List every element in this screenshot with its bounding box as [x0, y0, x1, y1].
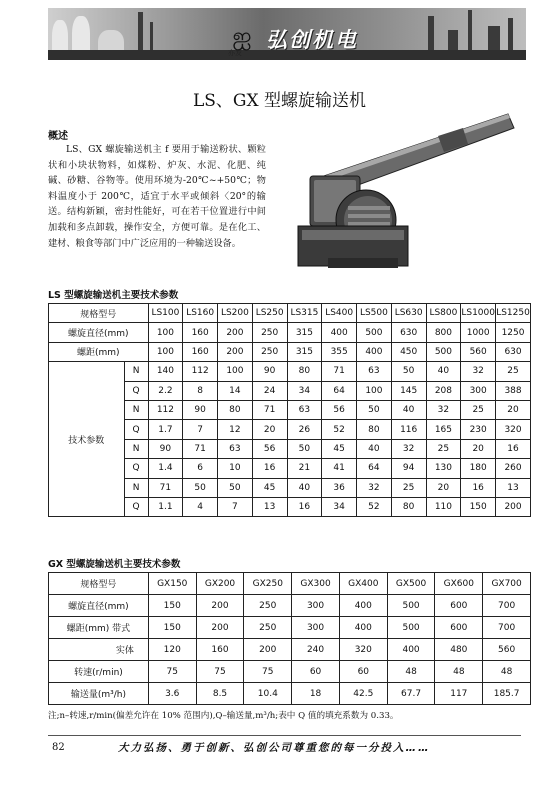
- ls-model-cell: LS400: [322, 304, 357, 323]
- gx-model-cell: GX250: [244, 573, 292, 595]
- ls-tech-cell: 25: [391, 478, 426, 497]
- ls-tech-cell: 40: [357, 439, 392, 458]
- ls-table-title: LS 型螺旋输送机主要技术参数: [48, 290, 179, 301]
- ls-tech-key: Q: [124, 459, 148, 478]
- gx-pitch-belt-cell: 600: [435, 617, 483, 639]
- ls-tech-cell: 7: [183, 420, 218, 439]
- ls-tech-cell: 56: [322, 400, 357, 419]
- ls-tech-cell: 50: [391, 362, 426, 381]
- gx-speed-cell: 60: [292, 661, 340, 683]
- ls-tech-cell: 145: [391, 381, 426, 400]
- ls-tech-cell: 80: [357, 420, 392, 439]
- ls-tech-cell: 50: [183, 478, 218, 497]
- ls-tech-cell: 24: [252, 381, 287, 400]
- ls-tech-cell: 52: [357, 497, 392, 516]
- ls-tech-cell: 112: [148, 400, 183, 419]
- ls-tech-cell: 13: [252, 497, 287, 516]
- ls-tech-cell: 1.7: [148, 420, 183, 439]
- table-row: [49, 304, 531, 323]
- ls-tech-cell: 16: [252, 459, 287, 478]
- ls-tech-cell: 208: [426, 381, 461, 400]
- ls-tech-key: N: [124, 400, 148, 419]
- gx-speed-cell: 75: [196, 661, 244, 683]
- ls-tech-cell: 63: [218, 439, 253, 458]
- gx-flow-cell: 10.4: [244, 683, 292, 705]
- ls-tech-cell: 14: [218, 381, 253, 400]
- ls-diameter-label: 螺旋直径(mm): [49, 323, 149, 342]
- ls-tech-cell: 16: [287, 497, 322, 516]
- ls-pitch-cell: 100: [148, 342, 183, 361]
- gx-speed-cell: 48: [387, 661, 435, 683]
- ls-pitch-cell: 630: [496, 342, 531, 361]
- ls-model-cell: LS1000: [461, 304, 496, 323]
- ls-tech-key: Q: [124, 381, 148, 400]
- ls-pitch-cell: 500: [426, 342, 461, 361]
- table-row: [49, 595, 531, 617]
- brand-name: 弘创机电: [266, 28, 358, 52]
- gx-model-label: 规格型号: [49, 573, 149, 595]
- ls-tech-cell: 71: [148, 478, 183, 497]
- brand-sub-text: 亦发: [228, 49, 242, 57]
- ls-model-label: 规格型号: [49, 304, 149, 323]
- ls-tech-cell: 16: [461, 478, 496, 497]
- ls-pitch-cell: 560: [461, 342, 496, 361]
- ls-tech-cell: 300: [461, 381, 496, 400]
- gx-pitch-solid-cell: 240: [292, 639, 340, 661]
- ls-pitch-cell: 200: [218, 342, 253, 361]
- gx-pitch-solid-cell: 560: [483, 639, 531, 661]
- ls-tech-cell: 71: [183, 439, 218, 458]
- ls-tech-key: Q: [124, 497, 148, 516]
- ls-tech-cell: 32: [357, 478, 392, 497]
- ls-diameter-cell: 200: [218, 323, 253, 342]
- ls-diameter-cell: 315: [287, 323, 322, 342]
- ls-tech-cell: 63: [287, 400, 322, 419]
- table-row: [49, 639, 531, 661]
- gx-pitch-belt-cell: 500: [387, 617, 435, 639]
- ls-tech-cell: 4: [183, 497, 218, 516]
- ls-tech-cell: 230: [461, 420, 496, 439]
- gx-flow-cell: 67.7: [387, 683, 435, 705]
- ls-tech-cell: 2.2: [148, 381, 183, 400]
- gx-flow-cell: 117: [435, 683, 483, 705]
- gx-flow-cell: 8.5: [196, 683, 244, 705]
- gx-model-cell: GX300: [292, 573, 340, 595]
- ls-diameter-cell: 1000: [461, 323, 496, 342]
- ls-tech-cell: 20: [252, 420, 287, 439]
- gx-flow-cell: 18: [292, 683, 340, 705]
- ls-pitch-cell: 160: [183, 342, 218, 361]
- ls-tech-cell: 320: [496, 420, 531, 439]
- ls-tech-cell: 16: [496, 439, 531, 458]
- ls-tech-cell: 100: [218, 362, 253, 381]
- gx-pitch-solid-cell: 480: [435, 639, 483, 661]
- ls-model-cell: LS315: [287, 304, 322, 323]
- ls-tech-cell: 20: [461, 439, 496, 458]
- ls-tech-cell: 165: [426, 420, 461, 439]
- ls-model-cell: LS630: [391, 304, 426, 323]
- gx-speed-label: 转速(r/min): [49, 661, 149, 683]
- brand-block: [224, 22, 414, 58]
- ls-tech-cell: 34: [287, 381, 322, 400]
- gx-diameter-cell: 150: [148, 595, 196, 617]
- table-row: [49, 683, 531, 705]
- header-banner: [48, 8, 526, 60]
- gx-diameter-cell: 700: [483, 595, 531, 617]
- gx-model-cell: GX500: [387, 573, 435, 595]
- ls-tech-cell: 150: [461, 497, 496, 516]
- page-title: LS、GX 型螺旋输送机: [192, 91, 367, 111]
- gx-pitch-belt-cell: 150: [148, 617, 196, 639]
- gx-model-cell: GX150: [148, 573, 196, 595]
- ls-model-cell: LS800: [426, 304, 461, 323]
- ls-tech-key: N: [124, 478, 148, 497]
- ls-tech-cell: 180: [461, 459, 496, 478]
- ls-tech-cell: 388: [496, 381, 531, 400]
- ls-model-cell: LS160: [183, 304, 218, 323]
- ls-tech-cell: 1.1: [148, 497, 183, 516]
- ls-tech-cell: 64: [357, 459, 392, 478]
- table-row: [49, 342, 531, 361]
- ls-tech-cell: 13: [496, 478, 531, 497]
- gx-speed-cell: 48: [435, 661, 483, 683]
- gx-flow-cell: 42.5: [339, 683, 387, 705]
- ls-tech-cell: 6: [183, 459, 218, 478]
- footer-divider: [48, 735, 521, 736]
- gx-pitch-belt-cell: 300: [292, 617, 340, 639]
- ls-tech-cell: 52: [322, 420, 357, 439]
- ls-tech-cell: 116: [391, 420, 426, 439]
- gx-pitch-belt-cell: 400: [339, 617, 387, 639]
- gx-model-cell: GX200: [196, 573, 244, 595]
- gx-speed-cell: 48: [483, 661, 531, 683]
- brand-logo-icon: ஐ: [232, 22, 252, 50]
- ls-tech-cell: 25: [461, 400, 496, 419]
- ls-model-cell: LS100: [148, 304, 183, 323]
- ls-tech-cell: 26: [287, 420, 322, 439]
- ls-pitch-label: 螺距(mm): [49, 342, 149, 361]
- gx-pitch-solid-cell: 400: [387, 639, 435, 661]
- ls-tech-cell: 32: [426, 400, 461, 419]
- ls-tech-cell: 80: [287, 362, 322, 381]
- gx-pitch-belt-label: 螺距(mm) 带式: [49, 617, 149, 639]
- gx-pitch-solid-cell: 120: [148, 639, 196, 661]
- screw-conveyor-photo: [288, 108, 518, 280]
- ls-tech-key: N: [124, 362, 148, 381]
- ls-tech-cell: 56: [252, 439, 287, 458]
- ls-model-cell: LS500: [357, 304, 392, 323]
- ls-tech-cell: 71: [252, 400, 287, 419]
- ls-pitch-cell: 355: [322, 342, 357, 361]
- ls-tech-cell: 110: [426, 497, 461, 516]
- ls-tech-cell: 40: [287, 478, 322, 497]
- gx-pitch-belt-cell: 200: [196, 617, 244, 639]
- ls-tech-cell: 90: [252, 362, 287, 381]
- gx-diameter-cell: 300: [292, 595, 340, 617]
- ls-tech-cell: 50: [218, 478, 253, 497]
- ls-tech-cell: 94: [391, 459, 426, 478]
- ls-model-cell: LS250: [252, 304, 287, 323]
- gx-pitch-solid-cell: 160: [196, 639, 244, 661]
- ls-tech-cell: 32: [391, 439, 426, 458]
- ls-tech-cell: 32: [461, 362, 496, 381]
- ls-pitch-cell: 450: [391, 342, 426, 361]
- ls-tech-cell: 80: [391, 497, 426, 516]
- ls-diameter-cell: 630: [391, 323, 426, 342]
- ls-pitch-cell: 315: [287, 342, 322, 361]
- footer-slogan: 大力弘扬、勇于创新、弘创公司尊重您的每一分投入……: [118, 742, 431, 754]
- table-row: [49, 661, 531, 683]
- gx-diameter-cell: 400: [339, 595, 387, 617]
- ls-tech-cell: 40: [426, 362, 461, 381]
- gx-pitch-solid-cell: 200: [244, 639, 292, 661]
- ls-model-cell: LS1250: [496, 304, 531, 323]
- table-row: [49, 323, 531, 342]
- ls-tech-cell: 45: [322, 439, 357, 458]
- gx-model-cell: GX600: [435, 573, 483, 595]
- ls-tech-cell: 200: [496, 497, 531, 516]
- table-row: [49, 617, 531, 639]
- ls-tech-cell: 100: [357, 381, 392, 400]
- table-note: 注;n–转速,r/min(偏差允许在 10% 范围内),Q–输送量,m³/h;表中 Q 值的填充系数为 0.33。: [48, 711, 399, 721]
- gx-speed-cell: 75: [244, 661, 292, 683]
- ls-tech-cell: 112: [183, 362, 218, 381]
- ls-tech-key: N: [124, 439, 148, 458]
- gx-diameter-cell: 600: [435, 595, 483, 617]
- gx-flow-cell: 3.6: [148, 683, 196, 705]
- ls-diameter-cell: 250: [252, 323, 287, 342]
- ls-tech-cell: 90: [148, 439, 183, 458]
- ls-tech-cell: 50: [287, 439, 322, 458]
- ls-tech-cell: 130: [426, 459, 461, 478]
- gx-pitch-solid-cell: 320: [339, 639, 387, 661]
- ls-tech-cell: 7: [218, 497, 253, 516]
- ls-tech-cell: 20: [496, 400, 531, 419]
- ls-tech-cell: 20: [426, 478, 461, 497]
- ls-diameter-cell: 160: [183, 323, 218, 342]
- gx-speed-cell: 75: [148, 661, 196, 683]
- ls-diameter-cell: 500: [357, 323, 392, 342]
- ls-diameter-cell: 800: [426, 323, 461, 342]
- gx-diameter-cell: 200: [196, 595, 244, 617]
- gx-speed-cell: 60: [339, 661, 387, 683]
- ls-pitch-cell: 400: [357, 342, 392, 361]
- ls-tech-cell: 45: [252, 478, 287, 497]
- gx-diameter-label: 螺旋直径(mm): [49, 595, 149, 617]
- page-number: 82: [52, 742, 65, 753]
- ls-tech-cell: 10: [218, 459, 253, 478]
- ls-tech-cell: 40: [391, 400, 426, 419]
- gx-diameter-cell: 500: [387, 595, 435, 617]
- ls-tech-cell: 80: [218, 400, 253, 419]
- ls-tech-cell: 90: [183, 400, 218, 419]
- overview-text: LS、GX 螺旋输送机主 f 要用于输送粉状、颗粒状和小块状物料，如煤粉、炉灰、水泥、化肥、纯碱、砂糖、谷物等。使用环境为-20℃~+50℃；物料温度小于 200℃，适宜于水平或倾斜〈20°的输送。结构新颖，密封性能好，可在若干位置进行中间加载和多点卸载，操作安全，方便可靠。是在化工、建材、粮食等部门中广泛应用的一种输送设备。: [48, 144, 266, 249]
- gx-table-title: GX 型螺旋输送机主要技术参数: [48, 559, 181, 570]
- gx-model-cell: GX400: [339, 573, 387, 595]
- ls-tech-cell: 71: [322, 362, 357, 381]
- ls-pitch-cell: 250: [252, 342, 287, 361]
- gx-pitch-belt-cell: 700: [483, 617, 531, 639]
- ls-tech-cell: 1.4: [148, 459, 183, 478]
- gx-model-cell: GX700: [483, 573, 531, 595]
- ls-tech-cell: 12: [218, 420, 253, 439]
- ls-tech-cell: 41: [322, 459, 357, 478]
- table-row: [49, 362, 531, 381]
- ls-tech-cell: 34: [322, 497, 357, 516]
- gx-pitch-solid-label: 实体: [49, 639, 149, 661]
- ls-tech-key: Q: [124, 420, 148, 439]
- table-row: [49, 573, 531, 595]
- ls-tech-cell: 8: [183, 381, 218, 400]
- ls-tech-cell: 50: [357, 400, 392, 419]
- ls-tech-cell: 25: [426, 439, 461, 458]
- gx-flow-label: 输送量(m³/h): [49, 683, 149, 705]
- ls-spec-table: [48, 303, 531, 517]
- ls-tech-cell: 64: [322, 381, 357, 400]
- ls-tech-cell: 25: [496, 362, 531, 381]
- gx-flow-cell: 185.7: [483, 683, 531, 705]
- ls-tech-cell: 36: [322, 478, 357, 497]
- gx-diameter-cell: 250: [244, 595, 292, 617]
- ls-diameter-cell: 1250: [496, 323, 531, 342]
- gx-pitch-belt-cell: 250: [244, 617, 292, 639]
- ls-model-cell: LS200: [218, 304, 253, 323]
- ls-tech-cell: 140: [148, 362, 183, 381]
- overview-heading: 概述: [48, 131, 68, 142]
- ls-diameter-cell: 400: [322, 323, 357, 342]
- ls-tech-cell: 260: [496, 459, 531, 478]
- ls-tech-label: 技术参数: [49, 362, 125, 517]
- ls-tech-cell: 63: [357, 362, 392, 381]
- ls-tech-cell: 21: [287, 459, 322, 478]
- gx-spec-table: [48, 572, 531, 705]
- ls-diameter-cell: 100: [148, 323, 183, 342]
